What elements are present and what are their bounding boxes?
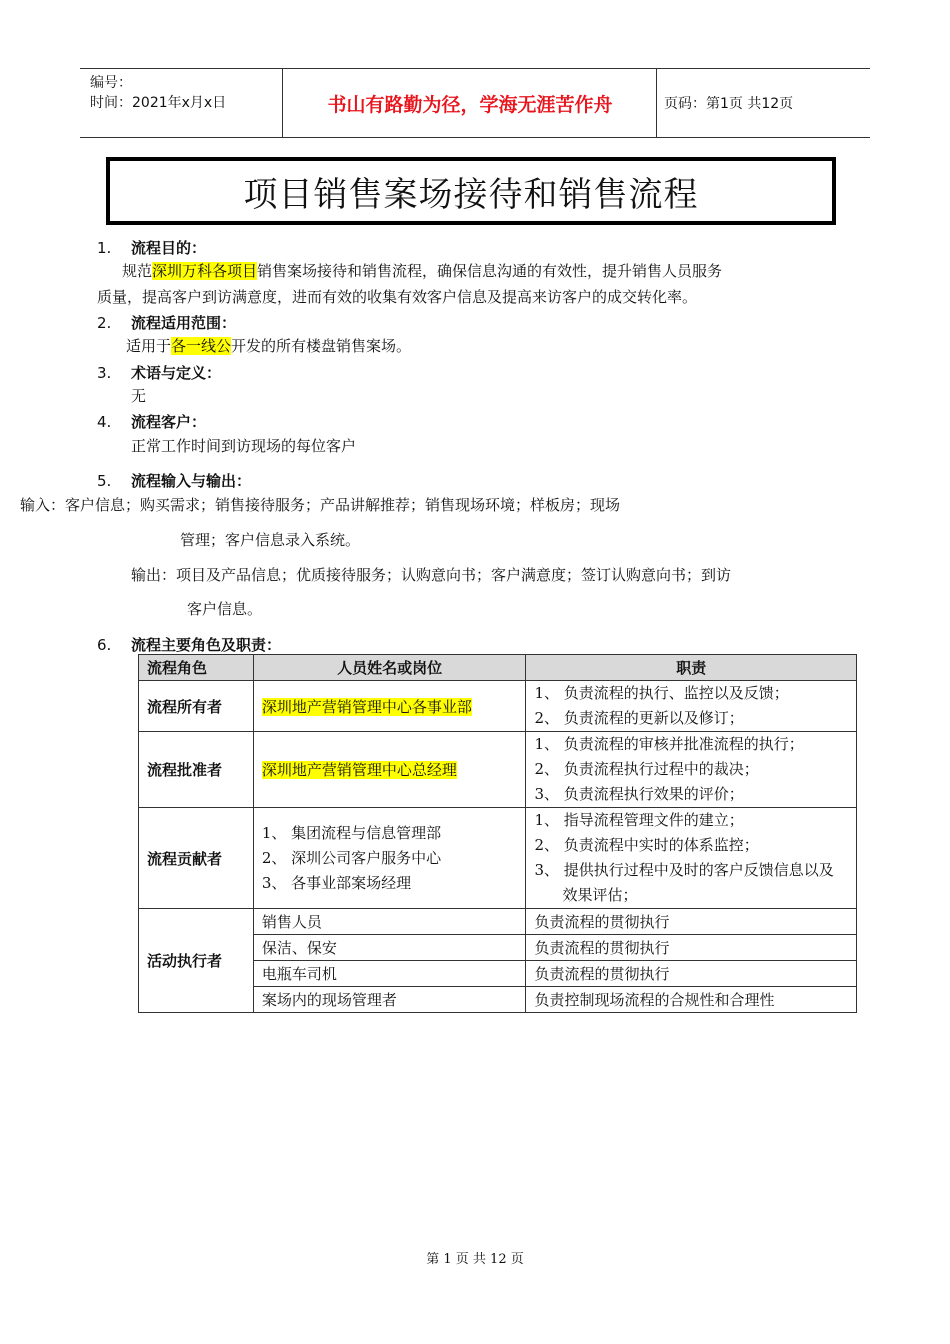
section-5-input-line-1: 输入：客户信息；购买需求；销售接待服务；产品讲解推荐；销售现场环境；样板房；现场 [20,496,621,514]
roles-table [138,654,857,1013]
role-cell: 流程贡献者 [139,808,254,909]
role-cell: 活动执行者 [139,909,254,1013]
section-3-text: 无 [131,387,147,405]
role-cell: 流程批准者 [139,732,254,808]
duty-cell: 负责流程的贯彻执行 [526,961,857,987]
duty-cell: 负责流程的贯彻执行 [526,935,857,961]
table-row [139,681,857,732]
table-header-row [139,655,857,681]
section-3-heading: 3. 术语与定义： [97,364,222,382]
table-row [139,909,857,935]
section-2-text: 适用于各一线公开发的所有楼盘销售案场。 [126,337,412,355]
duty-cell: 负责流程的贯彻执行 [526,909,857,935]
table-row [139,808,857,909]
page-footer: 第 1 页 共 12 页 [426,1252,524,1267]
header-meta [90,73,226,113]
doc-code-label: 编号： [90,75,132,91]
section-5-heading: 5. 流程输入与输出： [97,472,252,490]
person-cell: 案场内的现场管理者 [253,987,526,1013]
person-cell [253,681,526,732]
highlight-text: 各一线公 [171,337,232,355]
table-row [139,732,857,808]
section-5-output-line-2: 客户信息。 [187,600,263,618]
page-header [80,68,870,138]
highlight-text: 深圳地产营销管理中心各事业部 [261,697,472,716]
duty-cell: 1、 负责流程的执行、监控以及反馈； 2、 负责流程的更新以及修订； [526,681,857,732]
section-4-text: 正常工作时间到访现场的每位客户 [131,437,357,455]
section-1-line-1: 规范深圳万科各项目销售案场接待和销售流程，确保信息沟通的有效性，提升销售人员服务 [122,262,723,280]
duty-cell: 1、 指导流程管理文件的建立； 2、 负责流程中实时的体系监控； 3、 提供执行过程中及时的客户反馈信息以及效果评估； [526,808,857,909]
person-cell: 销售人员 [253,909,526,935]
highlight-text: 深圳万科各项目 [152,262,258,280]
section-1-line-2: 质量，提高客户到访满意度，进而有效的收集有效客户信息及提高来访客户的成交转化率。 [97,288,698,306]
section-2-heading: 2. 流程适用范围： [97,314,237,332]
duty-cell: 1、 负责流程的审核并批准流程的执行； 2、 负责流程执行过程中的裁决； 3、 负责流程执行效果的评价； [526,732,857,808]
highlight-text: 深圳地产营销管理中心总经理 [261,761,457,779]
doc-date: 时间：2021年x月x日 [90,95,227,111]
column-header: 流程角色 [139,655,254,681]
person-cell: 保洁、保安 [253,935,526,961]
header-divider [656,69,657,137]
section-6-heading: 6. 流程主要角色及职责： [97,636,282,654]
duty-cell: 负责控制现场流程的合规性和合理性 [526,987,857,1013]
column-header: 人员姓名或岗位 [253,655,526,681]
header-divider [282,69,283,137]
person-cell [253,732,526,808]
header-page-info: 页码：第1页 共12页 [664,96,794,112]
role-cell: 流程所有者 [139,681,254,732]
section-1-heading: 1. 流程目的： [97,239,207,257]
column-header: 职责 [526,655,857,681]
document-title: 项目销售案场接待和销售流程 [106,157,836,225]
person-cell: 电瓶车司机 [253,961,526,987]
header-motto: 书山有路勤为径，学海无涯苦作舟 [327,93,613,116]
section-5-output-line-1: 输出：项目及产品信息；优质接待服务；认购意向书；客户满意度；签订认购意向书；到访 [131,566,732,584]
section-5-input-line-2: 管理；客户信息录入系统。 [180,531,361,549]
person-cell: 1、 集团流程与信息管理部 2、 深圳公司客户服务中心 3、 各事业部案场经理 [253,808,526,909]
section-4-heading: 4. 流程客户： [97,413,207,431]
